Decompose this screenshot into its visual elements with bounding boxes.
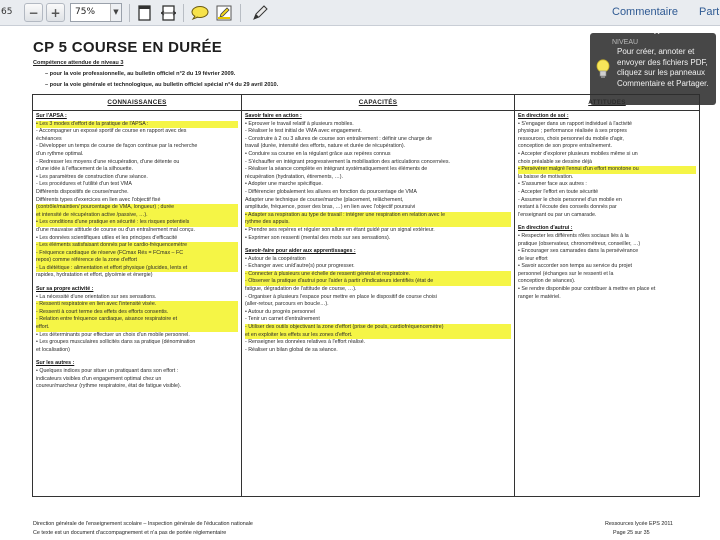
tooltip-text: Pour créer, annoter et envoyer des fichiers PDF, cliquez sur les panneaux Commentaire et Partager. (617, 47, 709, 88)
comment-panel-link[interactable]: Commentaire (612, 6, 679, 18)
cell-text-line: • Se rendre disponible pour contribuer à mettre en place et (518, 286, 656, 293)
cell-text-line: - Accompagner un exposé sportif de course en rapport avec des (36, 128, 187, 135)
cell-text-line: récupération (hydratation, étirements, …). (245, 173, 344, 180)
help-tooltip (590, 33, 716, 105)
cell-text-line: - Ressenti à court terme des effets des efforts consentis. (36, 309, 238, 317)
cell-text-line: restant à l'écoute des conseils donnés par (518, 204, 617, 211)
document-title: CP 5 COURSE EN DURÉE (33, 39, 223, 56)
cell-text-line: - Réaliser le test initial de VMA avec engagement. (245, 128, 362, 135)
zoom-dropdown-icon[interactable]: ▼ (110, 4, 121, 21)
cell-text-line: • Les 3 modes d'effort de la pratique de l'APSA : (36, 121, 238, 129)
cell-text-line: - Différencier globalement les allures en fonction du pourcentage de VMA (245, 188, 417, 195)
share-panel-link[interactable]: Part (699, 6, 720, 18)
tooltip-title-fragment: NIVEAU (612, 39, 639, 46)
fit-page-icon[interactable] (135, 3, 154, 22)
cell-text-line: personnel (échanges sur le ressenti et la (518, 270, 614, 277)
cell-text-line: - Observer la pratique d'autrui pour l'aider à partir d'indicateurs identifiés (état de (245, 278, 511, 286)
cell-text-line: - Relation entre fréquence cardiaque, aisance respiratoire et (36, 316, 238, 324)
cell-text-line: et en exploiter les effets sur les zones d'effort. (245, 332, 511, 340)
cell-text-line: (aller-retour, parcours en boucle…). (245, 301, 329, 308)
cell-text-line: • S'assumer face aux autres : (518, 181, 587, 188)
highlight-icon[interactable] (214, 3, 233, 22)
toolbar-divider (129, 4, 130, 22)
cell-text-line: rapides, hydratation et effort, glycémie et énergie) (36, 272, 153, 279)
cell-text-line: • S'engager dans un rapport individuel à l'activité (518, 120, 633, 127)
footer-right-line: Page 25 sur 35 (613, 530, 650, 536)
sign-icon[interactable] (250, 3, 269, 22)
cell-text-line: rythme des appuis. (245, 219, 511, 227)
attitudes-cell (515, 111, 700, 497)
footer-left-line: Ce texte est un document d'accompagnement et n'a pas de portée réglementaire (33, 530, 227, 536)
footer-left-line: Direction générale de l'enseignement scolaire – Inspection générale de l'éducation nationale (33, 521, 253, 527)
cell-text-line: - Ressenti respiratoire en lien avec l'intensité visée. (36, 301, 238, 309)
section-heading: Savoir faire en action : (245, 113, 302, 119)
column-header-capacites: CAPACITÉS (242, 95, 515, 111)
cell-text-line: • Autour du progrès personnel (245, 308, 316, 315)
cell-text-line: • Encourager ses camarades dans la persévérance (518, 248, 639, 255)
intro-line: – pour la voie générale et technologique, au bulletin officiel spécial n°4 du 29 avril 2010. (45, 82, 279, 88)
cell-text-line: - Construire à 2 ou 3 allures de course son entraînement : définir une charge de (245, 135, 432, 142)
cell-text-line: • Les groupes musculaires sollicités dans sa pratique (dénomination (36, 339, 196, 346)
cell-text-line: - Utiliser des outils objectivant la zone d'effort (prise de pouls, cardiofréquencemètre) (245, 324, 511, 332)
toolbar (0, 0, 720, 26)
cell-text-line: - Accepter l'effort en toute sécurité (518, 188, 599, 195)
cell-text-line: et intensité de récupération active /passive, …). (36, 212, 238, 220)
cell-text-line: de leur effort (518, 255, 548, 262)
cell-text-line: - Tenir un carnet d'entraînement (245, 316, 320, 323)
cell-text-line: d'une mauvaise attitude de course ou d'un entraînement mal conçu. (36, 226, 195, 233)
cell-text-line: - Redresser les moyens d'une récupération, d'une détente ou (36, 158, 180, 165)
cell-text-line: • Savoir accorder son temps au service du projet (518, 263, 633, 270)
cell-text-line: • Éprouver le travail relatif à plusieurs mobiles. (245, 120, 354, 127)
cell-text-line: - Renseigner les données relatives à l'effort réalisé. (245, 339, 366, 346)
section-heading: Savoir-faire pour aider aux apprentissages : (245, 248, 356, 255)
cell-text-line: ressources, choix personnel du mobile d'agir, (518, 135, 624, 142)
cell-text-line: effort. (36, 324, 238, 332)
toolbar-divider (183, 4, 184, 22)
cell-text-line: - Développer un temps de course de façon continue par la recherche (36, 143, 198, 150)
cell-text-line: échéances (36, 135, 62, 142)
cell-text-line: coureur/marcheur (rythme respiratoire, état de fatigue visible). (36, 383, 182, 390)
cell-text-line: - Les éléments satisfaisant donnés par le cardio-fréquencemètre (36, 242, 238, 250)
cell-text-line: • Persévérer malgré l'ennui d'un effort monotone ou (518, 166, 696, 174)
intro-line: – pour la voie professionnelle, au bulletin officiel n°2 du 19 février 2009. (45, 71, 236, 77)
zoom-value: 75% (75, 7, 96, 17)
cell-text-line: • Exprimer son ressenti (mental des mots sur ses sensations). (245, 234, 391, 241)
zoom-in-icon[interactable]: + (46, 3, 65, 22)
cell-text-line: l'enseignant ou par un camarade. (518, 211, 597, 218)
cell-text-line: - Connecter à plusieurs une échelle de ressenti général et respiratoire. (245, 271, 511, 279)
cell-text-line: • Accepter d'explorer plusieurs mobiles même si un (518, 150, 638, 157)
cell-text-line: choix préalable se dessine déjà (518, 158, 592, 165)
cell-text-line: • Quelques indices pour situer un pratiquant dans son effort : (36, 368, 179, 374)
cell-text-line: • Adapter sa respiration au type de travail : intégrer une respiration en relation avec le (245, 212, 511, 220)
comment-bubble-icon[interactable] (190, 3, 209, 22)
fit-width-icon[interactable] (159, 3, 178, 22)
cell-text-line: pratique (observateur, chronométreur, conseiller, …) (518, 240, 641, 247)
cell-text-line: et localisation) (36, 346, 70, 353)
cell-text-line: (contrôle/maintien/ pourcentage de VMA, longueur) ; durée (36, 204, 238, 212)
footer-right-line: Ressources lycée EPS 2011 (605, 521, 673, 527)
cell-text-line: • Conduire sa course en la régulant grâce aux repères connus (245, 150, 391, 157)
cell-text-line: - Les procédures et l'utilité d'un test VMA (36, 181, 132, 188)
cell-text-line: la baisse de motivation. (518, 173, 574, 180)
toolbar-divider (240, 4, 241, 22)
cell-text-line: • La nécessité d'une orientation sur ses sensations. (36, 293, 157, 300)
page-number-fragment: 65 (1, 7, 13, 17)
lightbulb-icon (596, 59, 610, 79)
section-heading: Sur sa propre activité : (36, 286, 94, 293)
cell-text-line: - Échanger avec un/d'autre(s) pour progresser. (245, 263, 355, 270)
intro-line: Compétence attendue de niveau 3 (33, 60, 124, 66)
section-heading: Sur les autres : (36, 360, 75, 367)
cell-text-line: • Les données scientifiques utiles et les principes d'efficacité (36, 234, 178, 241)
cell-text-line: • Respecter les différents rôles sociaux liés à la (518, 232, 629, 239)
cell-text-line: fatigue, dégradation de l'attitude de course, …). (245, 286, 357, 293)
cell-text-line: • Autour de la coopération (245, 255, 306, 262)
cell-text-line: d'un rythme optimal. (36, 150, 84, 157)
cell-text-line: • Adopter une marche spécifique. (245, 181, 323, 188)
cell-text-line: - La diététique : alimentation et effort physique (glucides, lents et (36, 265, 238, 273)
tooltip-caret-icon[interactable]: ^ (653, 31, 661, 41)
capacites-cell (242, 111, 515, 497)
connaissances-cell (33, 111, 242, 497)
cell-text-line: Différents dispositifs de course/marche. (36, 188, 129, 195)
section-heading: En direction de soi : (518, 113, 569, 119)
cell-text-line: - S'échauffer en intégrant progressivement la mobilisation des articulations concernées. (245, 158, 450, 165)
cell-text-line: • Les déterminants pour effectuer un choix d'un mobile personnel. (36, 331, 190, 338)
cell-text-line: • Prendre ses repères et réguler son allure en étant guidé par un signal extérieur. (245, 226, 435, 233)
cell-text-line: d'une idée à l'effacement de la silhouette. (36, 166, 134, 173)
competences-table (32, 94, 700, 497)
cell-text-line: - Fréquence cardiaque de réserve (FCmax Rés = FCmax – FC (36, 250, 238, 258)
cell-text-line: • Les paramètres de construction d'une séance. (36, 173, 148, 180)
column-header-connaissances: CONNAISSANCES (33, 95, 242, 111)
cell-text-line: - Réaliser la séance complète en intégrant systématiquement les éléments de (245, 166, 428, 173)
cell-text-line: ranger le matériel. (518, 293, 561, 300)
cell-text-line: - Organiser à plusieurs l'espace pour mettre en place le dispositif de course choisi (245, 293, 437, 300)
cell-text-line: travail (durée, intensité des efforts, nature et durée de récupération). (245, 143, 406, 150)
cell-text-line: repos) comme référence de la zone d'effort (36, 257, 238, 265)
section-heading: Sur l'APSA : (36, 113, 67, 119)
cell-text-line: - Réaliser un bilan global de sa séance. (245, 346, 338, 353)
zoom-out-icon[interactable]: − (24, 3, 43, 22)
cell-text-line: Adapter une technique de course/marche (placement, relâchement, (245, 196, 404, 203)
cell-text-line: - Assumer le choix personnel d'un mobile en (518, 196, 622, 203)
cell-text-line: • Les conditions d'une pratique en sécurité : les risques potentiels (36, 219, 238, 227)
cell-text-line: amplitude, fréquence, poser des bras, …) en lien avec l'objectif poursuivi (245, 204, 416, 211)
cell-text-line: conception de son propre entraînement. (518, 143, 612, 150)
section-heading: En direction d'autrui : (518, 225, 573, 232)
cell-text-line: physique ; performance réalisée à ses propres (518, 128, 627, 135)
cell-text-line: Différents types d'exercices en lien avec l'objectif fixé (36, 196, 161, 203)
cell-text-line: conception de séances). (518, 278, 576, 285)
cell-text-line: indicateurs visibles d'un engagement optimal chez un (36, 375, 162, 382)
